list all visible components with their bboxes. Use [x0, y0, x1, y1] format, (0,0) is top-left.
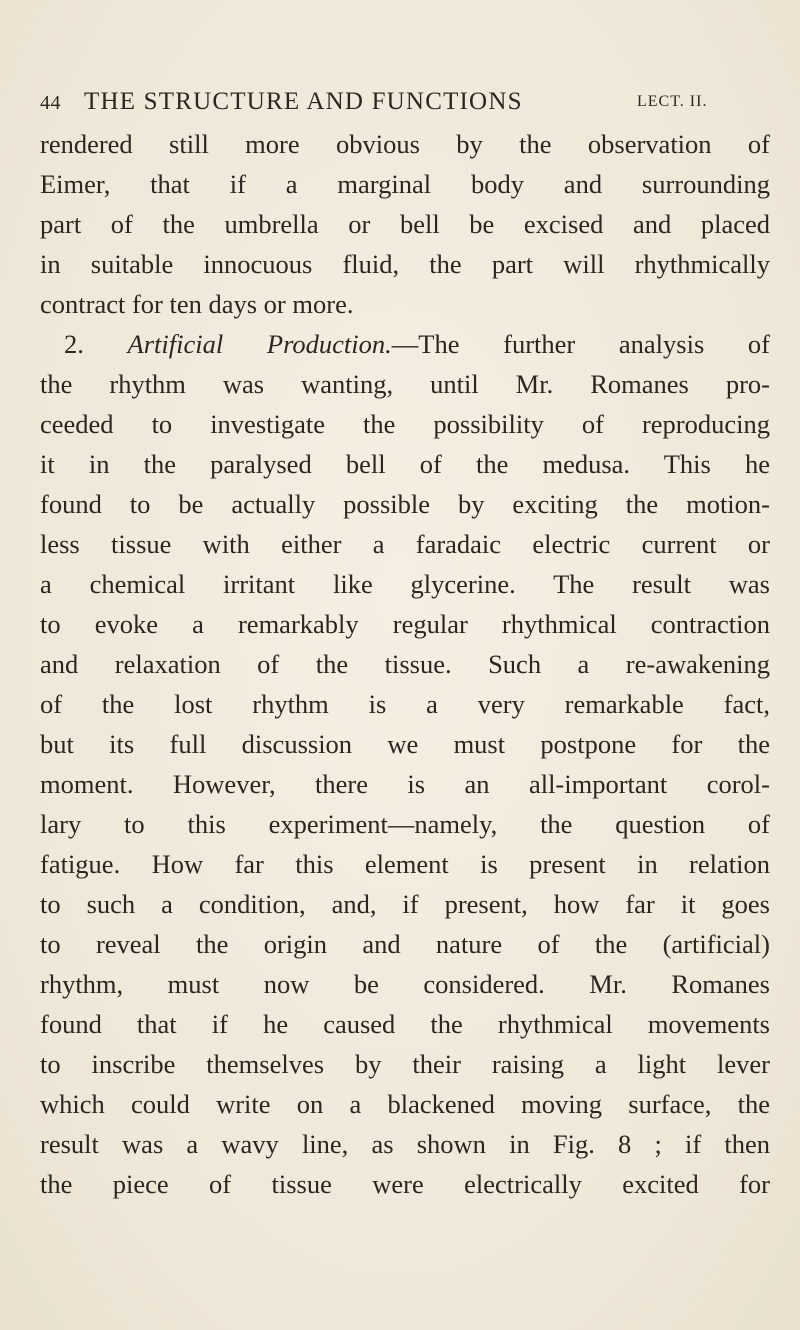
text-line: which could write on a blackened moving surface, the — [40, 1089, 770, 1119]
text-line: but its full discussion we must postpone for the — [40, 729, 770, 759]
lecture-label: LECT. II. — [637, 93, 708, 110]
text-line: result was a wavy line, as shown in Fig. 8 ; if then — [40, 1129, 770, 1159]
body-text — [40, 124, 770, 1204]
text-line: it in the paralysed bell of the medusa. This he — [40, 449, 770, 479]
text-line: in suitable innocuous fluid, the part will rhythmically — [40, 249, 770, 279]
section-heading-continuation: —The further analysis of — [391, 329, 771, 359]
text-line: rhythm, must now be considered. Mr. Romanes — [40, 969, 770, 999]
text-line: to such a condition, and, if present, how far it goes — [40, 889, 770, 919]
text-line: of the lost rhythm is a very remarkable fact, — [40, 689, 770, 719]
text-line: found to be actually possible by exciting the motion- — [40, 489, 770, 519]
text-line: to inscribe themselves by their raising a light lever — [40, 1049, 770, 1079]
text-line: lary to this experiment—namely, the question of — [40, 809, 770, 839]
text-line: contract for ten days or more. — [40, 289, 354, 319]
page-number: 44 — [40, 92, 61, 114]
text-line: fatigue. How far this element is present in relation — [40, 849, 770, 879]
section-heading: Artificial Production. — [127, 329, 392, 359]
text-line: to reveal the origin and nature of the (artificial) — [40, 929, 770, 959]
text-line: rendered still more obvious by the observation of — [40, 129, 770, 159]
text-line: Eimer, that if a marginal body and surrounding — [40, 169, 770, 199]
text-line: ceeded to investigate the possibility of reproducing — [40, 409, 770, 439]
text-line: and relaxation of the tissue. Such a re-awakening — [40, 649, 770, 679]
running-head-title: THE STRUCTURE AND FUNCTIONS — [84, 88, 523, 115]
text-line: found that if he caused the rhythmical movements — [40, 1009, 770, 1039]
text-line: less tissue with either a faradaic electric current or — [40, 529, 770, 559]
section-number: 2. — [64, 329, 128, 359]
text-line: a chemical irritant like glycerine. The result was — [40, 569, 770, 599]
text-line: the rhythm was wanting, until Mr. Romanes pro- — [40, 369, 770, 399]
text-line: the piece of tissue were electrically excited for — [40, 1169, 770, 1199]
text-line: part of the umbrella or bell be excised and placed — [40, 209, 770, 239]
section-heading-line — [40, 324, 770, 364]
running-head — [40, 88, 770, 122]
text-line: moment. However, there is an all-important corol- — [40, 769, 770, 799]
text-line: to evoke a remarkably regular rhythmical contraction — [40, 609, 770, 639]
